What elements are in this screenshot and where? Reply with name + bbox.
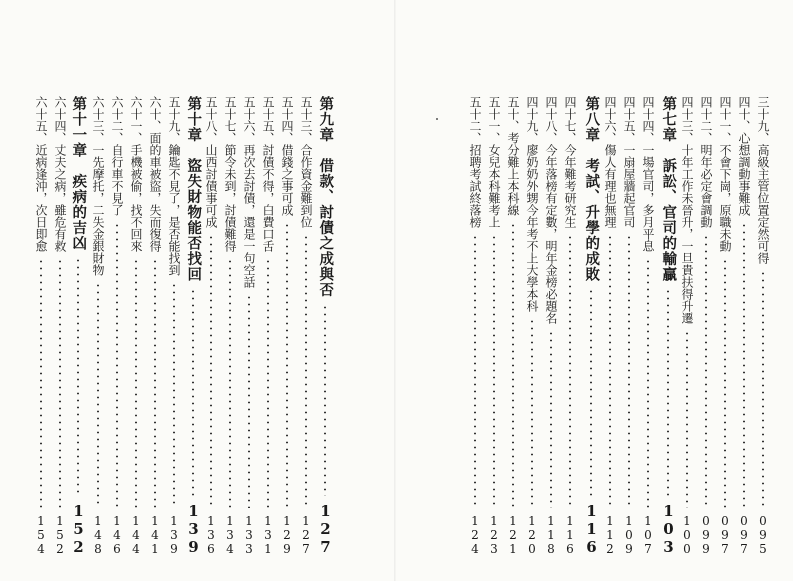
entry-title: 四十六、傷人有理也無理: [603, 96, 617, 228]
page-number: 152: [53, 514, 67, 556]
leader-dots: [192, 288, 194, 496]
leader-dots: [305, 234, 307, 508]
entry-title: 三十九、高級主管位置定然可得: [756, 96, 770, 264]
entry-title: 五十四、借錢之事可成: [280, 96, 294, 216]
page-number: 134: [223, 514, 237, 556]
page-number: 099: [699, 514, 713, 556]
page-number: 148: [91, 514, 105, 556]
toc-entry: [504, 96, 522, 556]
chapter-title: 第十一章 疾病的吉凶: [70, 96, 88, 251]
entry-title: 四十七、今年難考研究生: [563, 96, 577, 228]
page-number: 141: [148, 514, 162, 556]
page-number: 123: [487, 514, 501, 556]
page-number: 107: [641, 514, 655, 556]
toc-entry: [620, 96, 638, 556]
leader-dots: [173, 282, 175, 508]
toc-entry: [51, 96, 69, 556]
toc-entry: [165, 96, 183, 556]
toc-entry: [146, 96, 164, 556]
leader-dots: [628, 234, 630, 508]
leader-dots: [686, 330, 688, 508]
entry-title: 五十八、山西討債事可成: [204, 96, 218, 228]
entry-title: 六十三、一先摩托，二失金銀財物: [91, 96, 105, 276]
leader-dots: [705, 234, 707, 508]
leader-dots: [531, 318, 533, 508]
page-number: 103: [659, 502, 678, 556]
page-number: 146: [110, 514, 124, 556]
page-number: 127: [316, 502, 335, 556]
entry-title: 六十五、近病逢沖，次日即愈: [34, 96, 48, 252]
entry-title: 四十八、今年落榜有定數，明年金榜必題名: [544, 96, 558, 324]
page-number: 144: [129, 514, 143, 556]
page-number: 097: [737, 514, 751, 556]
toc-entry: [127, 96, 145, 556]
entry-title: 五十九、鑰匙不見了，是否能找到: [167, 96, 181, 276]
leader-dots: [267, 258, 269, 508]
toc-entry: [678, 96, 696, 556]
toc-entry: [32, 96, 50, 556]
entry-title: 四十五、一扇屋牆起官司: [622, 96, 636, 228]
toc-entry: [240, 96, 258, 556]
leader-dots: [512, 222, 514, 508]
entry-title: 四十三、十年工作未晉升，一旦貴扶得升遷: [680, 96, 694, 324]
leader-dots: [590, 288, 592, 496]
toc-entry: [639, 96, 657, 556]
toc-chapter: [184, 96, 202, 556]
leader-dots: [286, 222, 288, 508]
page-number: 100: [680, 514, 694, 556]
page-number: 127: [299, 514, 313, 556]
chapter-title: 第七章 訴訟、官司的輸贏: [660, 96, 678, 282]
entry-title: 四十一、不會下崗，原職未動: [718, 96, 732, 252]
leader-dots: [210, 234, 212, 508]
leader-dots: [609, 234, 611, 508]
leader-dots: [550, 330, 552, 508]
page-number: 095: [756, 514, 770, 556]
leader-dots: [40, 258, 42, 508]
toc-chapter: [582, 96, 600, 556]
leader-dots: [667, 288, 669, 496]
page-gutter: [394, 0, 396, 581]
page-number: 097: [718, 514, 732, 556]
page-number: 120: [525, 514, 539, 556]
toc-chapter: [316, 96, 334, 556]
page-number: 133: [242, 514, 256, 556]
leader-dots: [474, 234, 476, 508]
toc-entry: [601, 96, 619, 556]
entry-title: 六十二、自行車不見了: [110, 96, 124, 216]
page-number: 124: [468, 514, 482, 556]
page-number: 154: [34, 514, 48, 556]
toc-entry: [735, 96, 753, 556]
entry-title: 五十三、合作資金難到位: [299, 96, 313, 228]
entry-title: 四十二、明年必定會調動: [699, 96, 713, 228]
leader-dots: [77, 257, 79, 496]
leader-dots: [248, 294, 250, 508]
page-number: 116: [563, 514, 577, 556]
toc-entry: [108, 96, 126, 556]
toc-entry: [297, 96, 315, 556]
toc-chapter: [659, 96, 677, 556]
toc-entry: [716, 96, 734, 556]
leader-dots: [116, 222, 118, 508]
page-number: 131: [261, 514, 275, 556]
toc-entry: [485, 96, 503, 556]
page-number: 109: [622, 514, 636, 556]
chapter-title: 第九章 借款、討債之成與否: [317, 96, 335, 298]
leader-dots: [59, 258, 61, 508]
entry-title: 五十二、招聘考試終落榜: [468, 96, 482, 228]
toc-entry: [697, 96, 715, 556]
entry-title: 五十七、節令未到，討債難得: [223, 96, 237, 252]
toc-entry: [466, 96, 484, 556]
page-number: 136: [204, 514, 218, 556]
leader-dots: [762, 270, 764, 508]
leader-dots: [493, 234, 495, 508]
leader-dots: [647, 258, 649, 508]
entry-title: 六十一、手機被偷，找不回來: [129, 96, 143, 252]
entry-title: 五十六、再次去討債，還是一句空話: [242, 96, 256, 288]
toc-entry: [523, 96, 541, 556]
page-number: 118: [544, 514, 558, 556]
chapter-title: 第十章 盜失財物能否找回: [185, 96, 203, 282]
entry-title: 五十一、女兒本科難考上: [487, 96, 501, 228]
toc-entry: [561, 96, 579, 556]
page-number: 121: [506, 514, 520, 556]
leader-dots: [569, 234, 571, 508]
page-speck: [436, 118, 438, 120]
page-number: 116: [582, 502, 601, 556]
page-number: 152: [69, 502, 88, 556]
leader-dots: [324, 304, 326, 497]
entry-title: 五十、考分難上本科線: [506, 96, 520, 216]
toc-entry: [754, 96, 772, 556]
page-number: 129: [280, 514, 294, 556]
entry-title: 五十五、討債不得，白費口舌: [261, 96, 275, 252]
entry-title: 四十九、廖奶奶外甥今年考不上大學本科: [525, 96, 539, 312]
toc-entry: [542, 96, 560, 556]
entry-title: 四十四、一場官司，多月平息: [641, 96, 655, 252]
leader-dots: [229, 258, 231, 508]
leader-dots: [154, 258, 156, 508]
page-number: 112: [603, 514, 617, 556]
toc-entry: [89, 96, 107, 556]
leader-dots: [724, 258, 726, 508]
toc-entry: [278, 96, 296, 556]
entry-title: 六十四、丈夫之病，雖危有救: [53, 96, 67, 252]
toc-entry: [221, 96, 239, 556]
entry-title: 四十、心想調動事難成: [737, 96, 751, 216]
leader-dots: [743, 222, 745, 508]
toc-entry: [259, 96, 277, 556]
toc-chapter: [69, 96, 87, 556]
toc-entry: [202, 96, 220, 556]
entry-title: 六十、面的車被盜，失而復得: [148, 96, 162, 252]
chapter-title: 第八章 考試、升學的成敗: [583, 96, 601, 282]
page-number: 139: [167, 514, 181, 556]
page-number: 139: [184, 502, 203, 556]
leader-dots: [135, 258, 137, 508]
leader-dots: [97, 282, 99, 508]
